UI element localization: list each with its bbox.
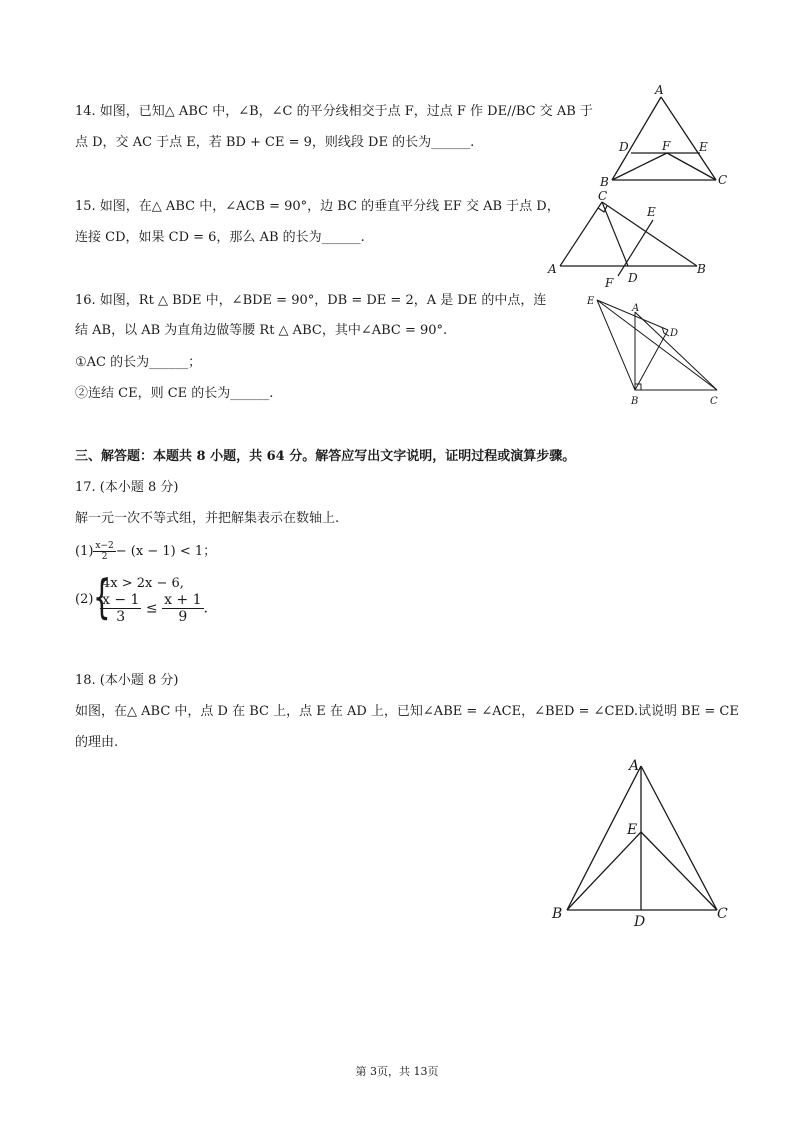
q17-p2-frac2-num: x + 1 [164, 592, 202, 608]
q16-line1: 16. 如图，Rt △ BDE 中，∠BDE = 90°，DB = DE = 2，A 是 DE 的中点，连 [75, 293, 547, 308]
q15-label-c: C [598, 190, 608, 203]
q16-edge-ac [635, 312, 717, 390]
q18-label-e: E [627, 822, 638, 838]
page-footer: 第 3页，共 13页 [355, 1065, 439, 1078]
q17-p1-frac-den: 2 [101, 552, 108, 562]
q18-figure [545, 752, 735, 932]
q14-line1: 14. 如图，已知△ ABC 中，∠B，∠C 的平分线相交于点 F，过点 F 作 DE//BC 交 AB 于 [75, 104, 593, 119]
q16-line4: ②连结 CE，则 CE 的长为______. [75, 386, 274, 401]
q18-edge-ab [567, 766, 641, 910]
q16-label-e: E [587, 296, 595, 307]
q16-label-c: C [710, 396, 718, 407]
q18-label-d: D [634, 914, 646, 930]
q17-p2-leq: ≤ [145, 600, 158, 617]
q18-edge-be [567, 832, 641, 910]
q14-label-c: C [718, 173, 728, 187]
q18-edge-ce [641, 832, 717, 910]
q16-label-b: B [631, 396, 639, 407]
section3-heading: 三、解答题：本题共 8 小题，共 64 分。解答应写出文字说明，证明过程或演算步骤。 [75, 449, 576, 464]
q18-label-b: B [552, 906, 563, 922]
q18-line2: 的理由. [75, 735, 119, 750]
q15-edge-ef [618, 220, 653, 276]
q17-header: 17. (本小题 8 分) [75, 480, 179, 495]
q18-header: 18. (本小题 8 分) [75, 673, 179, 688]
q14-figure [595, 80, 735, 190]
q14-edge-cf [667, 153, 716, 180]
q14-label-f: F [662, 139, 671, 153]
q16-edge-ce [597, 300, 717, 390]
q14-label-b: B [600, 175, 609, 189]
q15-label-e: E [647, 205, 656, 219]
q16-label-d: D [670, 328, 679, 339]
q17-p1-fraction [93, 541, 115, 562]
q15-label-f: F [605, 276, 614, 290]
q17-p2-label: (2) [75, 592, 94, 607]
q15-figure [540, 190, 720, 290]
q17-p2-frac1-num: x − 1 [102, 592, 140, 608]
q17-part1 [75, 541, 216, 563]
q16-line3: ①AC 的长为______； [75, 355, 202, 370]
q15-label-b: B [697, 262, 706, 276]
q16-label-a: A [632, 303, 640, 314]
q18-line1: 如图，在△ ABC 中，点 D 在 BC 上，点 E 在 AD 上，已知∠ABE = ∠ACE，∠BED = ∠CED.试说明 BE = CE [75, 704, 739, 719]
q17-p2-line2 [100, 592, 208, 625]
q17-p1-frac-num: x−2 [95, 541, 114, 551]
q17-p2-frac1 [100, 592, 141, 625]
q18-label-c: C [717, 906, 728, 922]
q14-line2: 点 D，交 AC 于点 E，若 BD + CE = 9，则线段 DE 的长为______. [75, 135, 475, 150]
q15-label-a: A [548, 262, 557, 276]
q14-label-a: A [655, 83, 664, 97]
q15-edge-ac [560, 202, 602, 266]
q14-label-d: D [619, 140, 629, 154]
q18-label-a: A [629, 758, 640, 774]
q15-label-d: D [628, 271, 638, 285]
q17-p2-frac2-den: 9 [178, 609, 188, 625]
q17-p2-frac2 [162, 592, 203, 625]
q17-p2-end: . [203, 600, 208, 617]
q18-edge-ac [641, 766, 717, 910]
q15-line1: 15. 如图，在△ ABC 中，∠ACB = 90°，边 BC 的垂直平分线 EF 交 AB 于点 D， [75, 199, 560, 214]
q17-p1-rest: − (x − 1) < 1； [115, 544, 217, 559]
q17-prompt: 解一元一次不等式组，并把解集表示在数轴上. [75, 511, 340, 526]
q15-line2: 连接 CD，如果 CD = 6，那么 AB 的长为______. [75, 230, 365, 245]
q14-label-e: E [699, 140, 708, 154]
q17-p1-label: (1) [75, 544, 94, 559]
q17-p2-line1: 4x > 2x − 6, [102, 576, 184, 591]
q17-p2-frac1-den: 3 [116, 609, 126, 625]
q16-line2: 结 AB，以 AB 为直角边做等腰 Rt △ ABC，其中∠ABC = 90°. [75, 323, 448, 338]
q16-figure [582, 292, 727, 412]
q17-p2-brace: { [93, 570, 111, 624]
q15-edge-cd [602, 202, 628, 266]
